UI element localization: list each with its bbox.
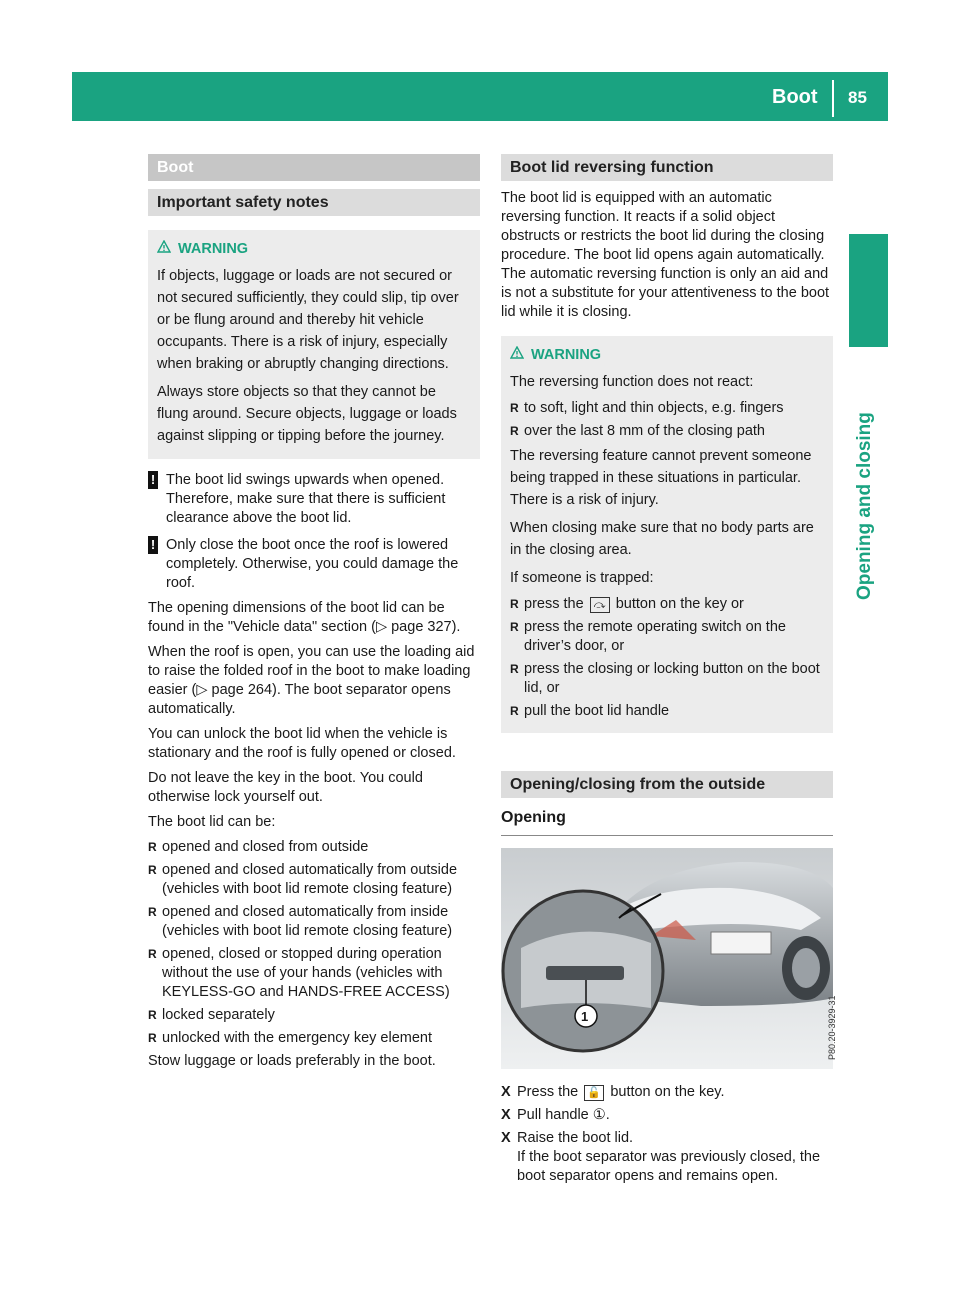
paragraph: Stow luggage or loads preferably in the boot. xyxy=(148,1053,436,1069)
left-column xyxy=(148,154,480,1077)
caution-note xyxy=(148,536,480,593)
paragraph: Do not leave the key in the boot. You could otherwise lock yourself out. xyxy=(148,770,423,805)
list-item-text: locked separately xyxy=(162,1007,275,1023)
list-item xyxy=(510,702,824,721)
side-label-text: Opening and closing xyxy=(854,412,875,600)
warning-title xyxy=(157,240,471,259)
bullet-r-icon: R xyxy=(148,1008,157,1022)
list-item-text: over the last 8 mm of the closing path xyxy=(524,423,765,439)
header-divider xyxy=(832,80,834,117)
right-column xyxy=(501,154,837,1190)
list-item-text: opened and closed from outside xyxy=(162,839,369,855)
list-item xyxy=(510,660,824,698)
step-text: Press the 🔓 button on the key. xyxy=(517,1084,725,1100)
bullet-r-icon: R xyxy=(510,620,519,634)
list-item-text: unlocked with the emergency key element xyxy=(162,1030,433,1046)
callout-number: 1 xyxy=(581,1009,589,1024)
bullet-r-icon: R xyxy=(148,840,157,854)
warning-text: The reversing feature cannot prevent someone being trapped in these situations in particular. There is a risk of injury. xyxy=(510,448,812,508)
exclamation-icon: ! xyxy=(148,471,158,489)
bullet-r-icon: R xyxy=(148,1031,157,1045)
caution-note xyxy=(148,471,480,528)
step-arrow-icon: X xyxy=(501,1130,511,1146)
warning-box xyxy=(501,336,833,733)
warning-text: When closing make sure that no body parts are in the closing area. xyxy=(510,520,814,558)
step-arrow-icon: X xyxy=(501,1084,511,1100)
subsection-safety-notes: Important safety notes xyxy=(148,189,480,216)
bullet-r-icon: R xyxy=(510,401,519,415)
warning-text-2: Always store objects so that they cannot be flung around. Secure objects, luggage or loads against slipping or tipping before the journey. xyxy=(157,384,457,444)
list-item-text: to soft, light and thin objects, e.g. fingers xyxy=(524,400,784,416)
list-item-text: press the closing or locking button on the boot lid, or xyxy=(524,661,820,696)
unlock-key-icon: 🔓 xyxy=(584,1085,604,1101)
step-text: Pull handle ①. xyxy=(517,1107,610,1123)
instruction-step xyxy=(501,1083,833,1102)
list-item xyxy=(510,422,824,441)
list-item xyxy=(148,838,480,857)
car-boot-illustration xyxy=(501,848,837,1069)
instruction-step xyxy=(501,1106,833,1125)
bullet-r-icon: R xyxy=(148,905,157,919)
step-text: Raise the boot lid. If the boot separator was previously closed, the boot separator opens and remains open. xyxy=(517,1130,821,1184)
callout-ref: ① xyxy=(592,1107,606,1123)
warning-label: WARNING xyxy=(531,347,602,363)
header-bar xyxy=(72,72,888,121)
list-item xyxy=(510,618,824,656)
warning-text: If someone is trapped: xyxy=(510,570,654,586)
warning-title xyxy=(510,346,824,365)
warning-text: The reversing function does not react: xyxy=(510,374,754,390)
section-title-reversing: Boot lid reversing function xyxy=(501,154,833,181)
warning-triangle-icon xyxy=(157,240,171,259)
list-item-text: press the remote operating switch on the driver’s door, or xyxy=(524,619,786,654)
paragraph: The boot lid can be: xyxy=(148,814,276,830)
caution-text: Only close the boot once the roof is lowered completely. Otherwise, you could damage the roof. xyxy=(166,537,459,591)
image-code: P80.20-3929-31 xyxy=(827,995,837,1060)
list-item-text: press the ⤼ button on the key or xyxy=(524,596,744,612)
list-item-text: opened and closed automatically from outside (vehicles with boot lid remote closing feature) xyxy=(162,862,458,897)
bullet-r-icon: R xyxy=(510,424,519,438)
list-item-text: pull the boot lid handle xyxy=(524,703,670,719)
warning-box xyxy=(148,230,480,459)
paragraph: You can unlock the boot lid when the vehicle is stationary and the roof is fully opened or closed. xyxy=(148,726,456,761)
bullet-r-icon: R xyxy=(510,662,519,676)
bullet-r-icon: R xyxy=(510,704,519,718)
list-item xyxy=(148,945,480,1002)
bullet-r-icon: R xyxy=(510,597,519,611)
list-item-text: opened and closed automatically from inside (vehicles with boot lid remote closing feature) xyxy=(162,904,453,939)
list-item-text: opened, closed or stopped during operation without the use of your hands (vehicles with KEYLESS-GO and HANDS-FREE ACCESS) xyxy=(162,946,450,1000)
warning-label: WARNING xyxy=(178,241,249,257)
side-tab[interactable] xyxy=(849,234,888,347)
list-item xyxy=(148,861,480,899)
paragraph: When the roof is open, you can use the loading aid to raise the folded roof in the boot to make loading easier (▷ page 264). The boot separator opens automatically. xyxy=(148,644,475,717)
list-item xyxy=(148,1006,480,1025)
warning-triangle-icon xyxy=(510,346,524,365)
instruction-step xyxy=(501,1129,833,1186)
bullet-r-icon: R xyxy=(148,863,157,877)
caution-text: The boot lid swings upwards when opened. Therefore, make sure that there is sufficient clearance above the boot lid. xyxy=(166,472,446,526)
exclamation-icon: ! xyxy=(148,536,158,554)
list-item xyxy=(510,595,824,614)
header-title: Boot xyxy=(772,86,818,108)
heading-opening: Opening xyxy=(501,809,566,826)
list-item xyxy=(148,1029,480,1048)
paragraph: The boot lid is equipped with an automatic reversing function. It reacts if a solid object obstructs or restricts the boot lid during the closing procedure. The boot lid opens again automatically. The automatic reversing function is only an aid and is not a substitute for your attentiveness to the boot lid while it is closing. xyxy=(501,190,830,320)
boot-lid-key-icon: ⤼ xyxy=(590,597,610,613)
paragraph: The opening dimensions of the boot lid can be found in the "Vehicle data" section (▷ page 327). xyxy=(148,600,461,635)
page-number: 85 xyxy=(848,88,867,107)
divider xyxy=(501,835,833,836)
list-item xyxy=(510,399,824,418)
step-arrow-icon: X xyxy=(501,1107,511,1123)
side-label xyxy=(846,412,886,640)
list-item xyxy=(148,903,480,941)
section-title-boot: Boot xyxy=(148,154,480,181)
warning-text-1: If objects, luggage or loads are not secured or not secured sufficiently, they could slip, tip over or be flung around and thereby hit vehicle occupants. There is a risk of injury, especially when braking or abruptly changing directions. xyxy=(157,268,459,372)
bullet-r-icon: R xyxy=(148,947,157,961)
section-title-opening-closing: Opening/closing from the outside xyxy=(501,771,833,798)
